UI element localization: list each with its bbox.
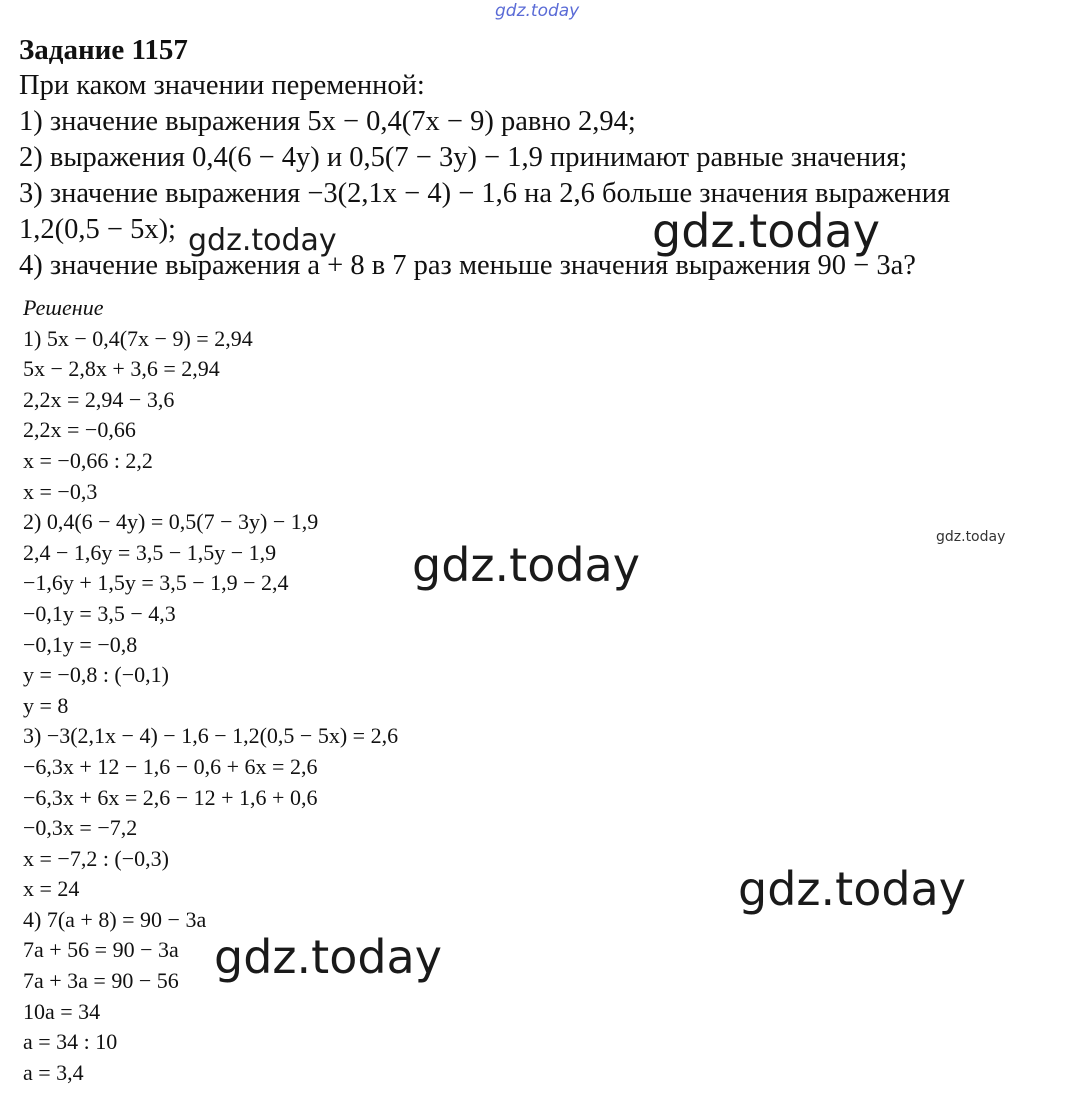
watermark-large: gdz.today	[738, 862, 966, 916]
solution-line: а = 34 : 10	[23, 1029, 118, 1055]
solution-line: −0,3х = −7,2	[23, 815, 138, 841]
solution-line: а = 3,4	[23, 1059, 84, 1085]
watermark-small: gdz.today	[936, 529, 1006, 545]
solution-line: −6,3х + 6х = 2,6 − 12 + 1,6 + 0,6	[23, 784, 318, 810]
task-line: При каком значении переменной:	[19, 70, 425, 101]
solution-line: 4) 7(а + 8) = 90 − 3а	[23, 906, 207, 932]
solution-line: х = 24	[23, 876, 80, 902]
solution-line: 3) −3(2,1х − 4) − 1,6 − 1,2(0,5 − 5х) = 2,6	[23, 723, 399, 749]
solution-line: 5х − 2,8х + 3,6 = 2,94	[23, 356, 220, 382]
task-line: 1) значение выражения 5х − 0,4(7х − 9) равно 2,94;	[19, 106, 636, 137]
task-title: Задание 1157	[19, 34, 188, 66]
solution-line: 7а + 3а = 90 − 56	[23, 968, 179, 994]
solution-line: 1) 5х − 0,4(7х − 9) = 2,94	[23, 325, 253, 351]
solution-line: −1,6у + 1,5у = 3,5 − 1,9 − 2,4	[23, 570, 289, 596]
solution-line: 2,4 − 1,6у = 3,5 − 1,5у − 1,9	[23, 539, 277, 565]
solution-line: у = 8	[23, 692, 69, 718]
solution-line: 2,2х = 2,94 − 3,6	[23, 386, 175, 412]
task-line: 2) выражения 0,4(6 − 4у) и 0,5(7 − 3у) − 1,9 принимают равные значения;	[19, 142, 908, 173]
solution-line: 10а = 34	[23, 998, 101, 1024]
task-statement	[19, 68, 1079, 284]
solution-line: −6,3х + 12 − 1,6 − 0,6 + 6х = 2,6	[23, 753, 318, 779]
solution-line: −0,1у = 3,5 − 4,3	[23, 600, 176, 626]
watermark-large: gdz.today	[188, 223, 337, 258]
solution-line: х = −0,3	[23, 478, 98, 504]
solution-line: −0,1у = −0,8	[23, 631, 138, 657]
solution-line: 7а + 56 = 90 − 3а	[23, 937, 179, 963]
watermark-large: gdz.today	[214, 930, 442, 984]
task-line: 4) значение выражения а + 8 в 7 раз меньше значения выражения 90 − 3а?	[19, 250, 916, 281]
solution-line: х = −7,2 : (−0,3)	[23, 845, 169, 871]
solution-line: х = −0,66 : 2,2	[23, 447, 153, 473]
watermark-large: gdz.today	[652, 204, 880, 258]
solution-line: 2) 0,4(6 − 4у) = 0,5(7 − 3у) − 1,9	[23, 509, 319, 535]
solution-label: Решение	[23, 295, 104, 320]
task-line: 1,2(0,5 − 5х);	[19, 214, 176, 245]
solution-line: 2,2х = −0,66	[23, 417, 136, 443]
watermark-large: gdz.today	[412, 538, 640, 592]
solution-line: у = −0,8 : (−0,1)	[23, 662, 169, 688]
task-line: 3) значение выражения −3(2,1х − 4) − 1,6 на 2,6 больше значения выражения	[19, 178, 951, 209]
watermark-top: gdz.today	[495, 1, 580, 21]
